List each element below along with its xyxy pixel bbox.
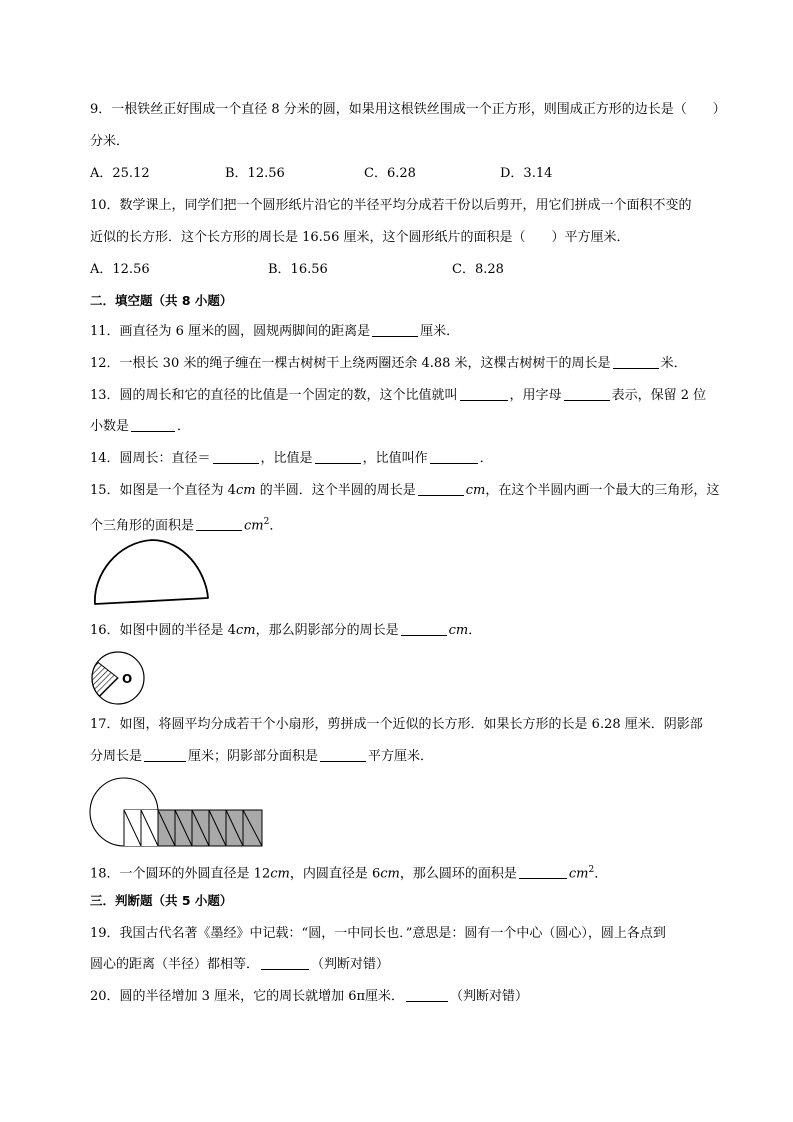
- q15-text: 的半圆．这个半圆的周长是: [255, 483, 416, 498]
- q11-unit: 厘米．: [420, 324, 460, 339]
- unit-cm: cm: [235, 483, 256, 498]
- question-17-line-1: 17．如图，将圆平均分成若干个小扇形，剪拼成一个近似的长方形．如果长方形的长是 6.28 厘米．阴影部: [90, 717, 703, 732]
- unit-cm: cm: [270, 866, 290, 882]
- q12-unit: 米．: [660, 356, 687, 371]
- question-9-line-1: 9．一根铁丝正好围成一个直径 8 分米的圆，如果用这根铁丝围成一个正方形，则围成正方形的边长是（ ）: [90, 102, 726, 117]
- q14-text: ，比值叫作: [362, 451, 428, 466]
- q12-text: 12．一根长 30 米的绳子缠在一棵古树树干上绕两圈还余 4.88 米，这棵古树树干的周长是: [90, 356, 611, 371]
- answer-blank[interactable]: [401, 621, 447, 636]
- question-11: [90, 322, 459, 342]
- answer-blank[interactable]: [213, 449, 259, 464]
- answer-blank[interactable]: [196, 516, 242, 531]
- q14-text: ，比值是: [260, 451, 313, 466]
- q13-text: ．: [177, 419, 191, 434]
- answer-blank[interactable]: [315, 449, 361, 464]
- q16-text: ．: [468, 623, 482, 638]
- q15-text: 个三角形的面积是: [90, 518, 195, 534]
- unit-cm: cm: [380, 866, 400, 882]
- question-16: [90, 621, 481, 641]
- unit-square-superscript: 2: [588, 865, 595, 875]
- answer-blank[interactable]: [372, 322, 418, 337]
- q17-text: 平方厘米．: [368, 749, 434, 764]
- answer-blank[interactable]: [418, 481, 464, 496]
- q17-text: 分周长是: [90, 749, 143, 764]
- question-14: [90, 449, 493, 469]
- q17-text: 厘米；阴影部分面积是: [188, 749, 319, 764]
- q18-text: ．: [594, 866, 608, 882]
- unit-cm: cm: [568, 866, 589, 882]
- q18-text: ，那么圆环的面积是: [399, 866, 517, 882]
- answer-blank[interactable]: [261, 955, 309, 970]
- question-13-line-1: [90, 386, 706, 406]
- unit-cm: cm: [235, 623, 256, 638]
- answer-blank[interactable]: [406, 987, 448, 1002]
- q13-text: 小数是: [90, 419, 130, 434]
- center-o-label: O: [122, 672, 133, 686]
- question-19-line-1: 19．我国古代名著《墨经》中记载：“圆，一中同长也．”意思是：圆有一个中心（圆心），圆上各点到: [90, 926, 666, 941]
- q9-option-c: C．6.28: [364, 166, 416, 181]
- unit-cm: cm: [465, 483, 486, 498]
- q14-text: ．: [479, 451, 493, 466]
- question-10-line-1: 10．数学课上，同学们把一个圆形纸片沿它的半径平均分成若干份以后剪开，用它们拼成一个面积不变的: [90, 198, 692, 213]
- answer-blank[interactable]: [430, 449, 478, 464]
- answer-blank[interactable]: [613, 354, 659, 369]
- q13-text: 13．圆的周长和它的直径的比值是一个固定的数，这个比值就叫: [90, 388, 458, 403]
- question-12: [90, 354, 687, 374]
- question-18: [90, 860, 607, 884]
- unit-cm: cm: [448, 623, 469, 638]
- question-17-line-2: [90, 747, 433, 767]
- question-13-line-2: [90, 417, 190, 437]
- answer-blank[interactable]: [460, 386, 508, 401]
- q15-text: ，在这个半圆内画一个最大的三角形，这: [485, 483, 720, 498]
- q16-text: 16．如图中圆的半径是 4: [90, 623, 236, 638]
- section-true-false-heading: 三．判断题（共 5 小题）: [90, 893, 233, 908]
- question-20: [90, 987, 528, 1007]
- unit-cm: cm: [244, 518, 264, 534]
- section-fill-in-heading: 二．填空题（共 8 小题）: [90, 293, 233, 308]
- q20-text: 20．圆的半径增加 3 厘米，它的周长就增加 6π厘米．: [90, 989, 405, 1004]
- q15-text: 15．如图是一个直径为 4: [90, 483, 236, 498]
- q9-option-a: A．25.12: [90, 166, 150, 181]
- question-19-line-2: [90, 955, 389, 975]
- answer-blank[interactable]: [564, 386, 610, 401]
- q10-option-a: A．12.56: [90, 262, 150, 277]
- question-10-line-2: 近似的长方形．这个长方形的周长是 16.56 厘米，这个圆形纸片的面积是（ ）平方厘米．: [90, 230, 630, 245]
- question-9-line-2: 分米．: [90, 134, 130, 149]
- q9-option-b: B．12.56: [225, 166, 285, 181]
- q13-text: 表示，保留 2 位: [611, 388, 707, 403]
- answer-blank[interactable]: [131, 417, 175, 432]
- q16-text: ，那么阴影部分的周长是: [255, 623, 399, 638]
- q18-text: 18．一个圆环的外圆直径是 12: [90, 866, 271, 882]
- q10-option-c: C．8.28: [452, 262, 504, 277]
- q19-text: 圆心的距离（半径）都相等．: [90, 957, 260, 972]
- q13-text: ，用字母: [509, 388, 562, 403]
- q10-option-b: B．16.56: [268, 262, 328, 277]
- answer-blank[interactable]: [320, 747, 366, 762]
- q11-text: 11．画直径为 6 厘米的圆，圆规两脚间的距离是: [90, 324, 371, 339]
- q19-text: （判断对错）: [311, 957, 390, 972]
- circle-shaded-sector-figure: [88, 650, 156, 708]
- q18-text: ，内圆直径是 6: [289, 866, 381, 882]
- semicircle-figure: [88, 532, 214, 608]
- circle-to-rectangle-figure: [86, 775, 266, 849]
- answer-blank[interactable]: [144, 747, 186, 762]
- answer-blank[interactable]: [519, 864, 567, 879]
- question-15-line-1: [90, 481, 719, 501]
- q20-text: （判断对错）: [450, 989, 529, 1004]
- unit-square-superscript: 2: [263, 517, 270, 527]
- q15-text: ．: [269, 518, 283, 534]
- q14-text: 14．圆周长：直径＝: [90, 451, 211, 466]
- q9-option-d: D．3.14: [500, 166, 553, 181]
